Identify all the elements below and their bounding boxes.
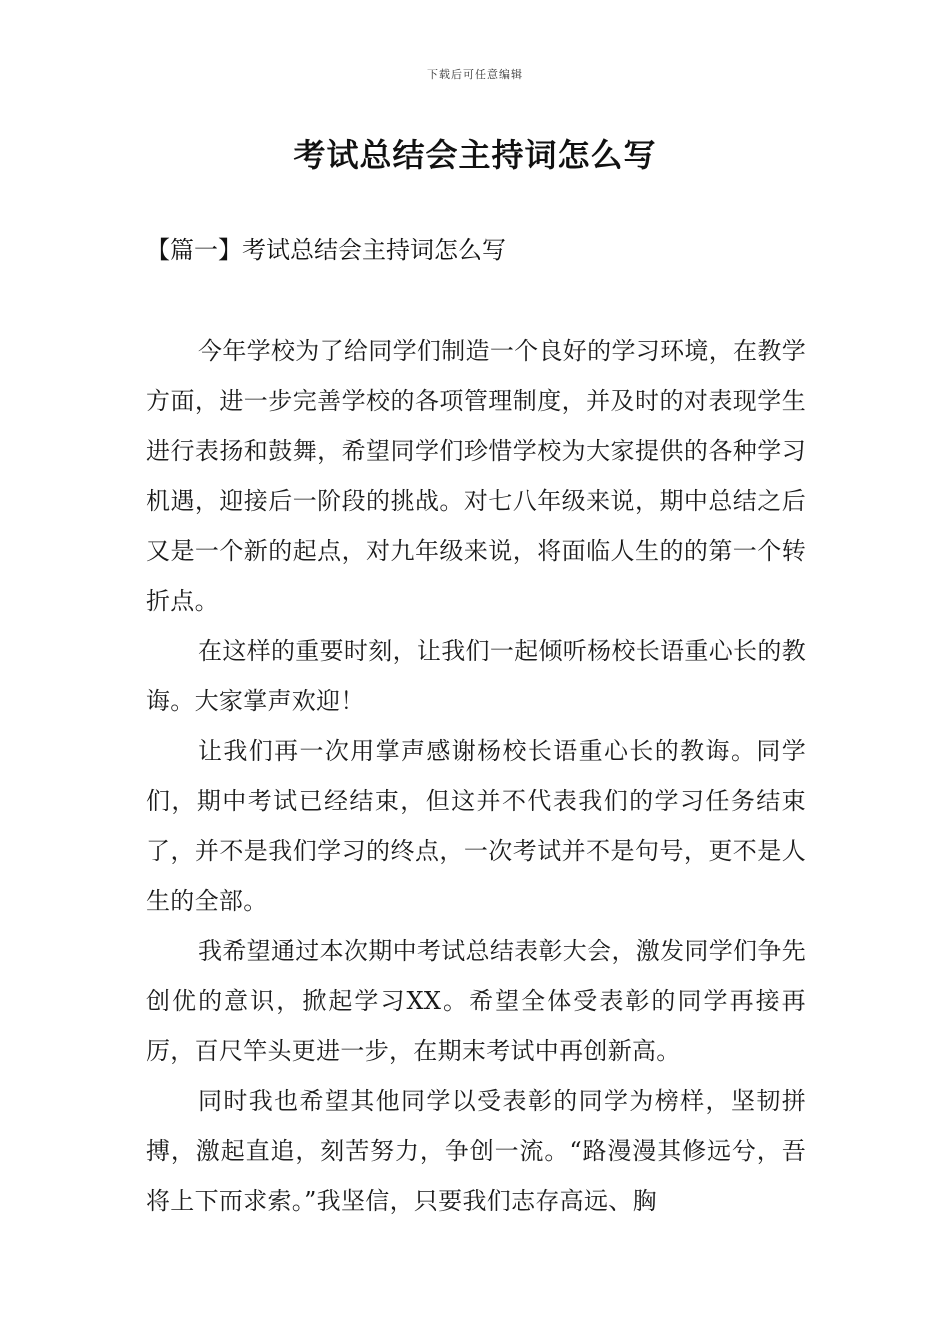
document-title: 考试总结会主持词怎么写	[293, 136, 657, 174]
body-text	[146, 326, 806, 1226]
section-heading: 【篇一】考试总结会主持词怎么写	[146, 236, 506, 264]
paragraph-4: 我希望通过本次期中考试总结表彰大会，激发同学们争先创优的意识，掀起学习XX。希望全体受表彰的同学再接再厉，百尺竿头更进一步，在期末考试中再创新高。	[146, 937, 806, 1065]
paragraph-5: 同时我也希望其他同学以受表彰的同学为榜样，坚韧拼搏，激起直追，刻苦努力，争创一流。“路漫漫其修远兮，吾将上下而求索。”我坚信，只要我们志存高远、胸	[146, 1087, 806, 1215]
header-note: 下载后可任意编辑	[427, 68, 523, 81]
paragraph-3: 让我们再一次用掌声感谢杨校长语重心长的教诲。同学们，期中考试已经结束，但这并不代表我们的学习任务结束了，并不是我们学习的终点，一次考试并不是句号，更不是人生的全部。	[146, 737, 806, 915]
paragraph-1: 今年学校为了给同学们制造一个良好的学习环境，在教学方面，进一步完善学校的各项管理制度，并及时的对表现学生进行表扬和鼓舞，希望同学们珍惜学校为大家提供的各种学习机遇，迎接后一阶段的挑战。对七八年级来说，期中总结之后又是一个新的起点，对九年级来说，将面临人生的的第一个转折点。	[146, 337, 806, 615]
paragraph-2: 在这样的重要时刻，让我们一起倾听杨校长语重心长的教诲。大家掌声欢迎！	[146, 637, 806, 715]
